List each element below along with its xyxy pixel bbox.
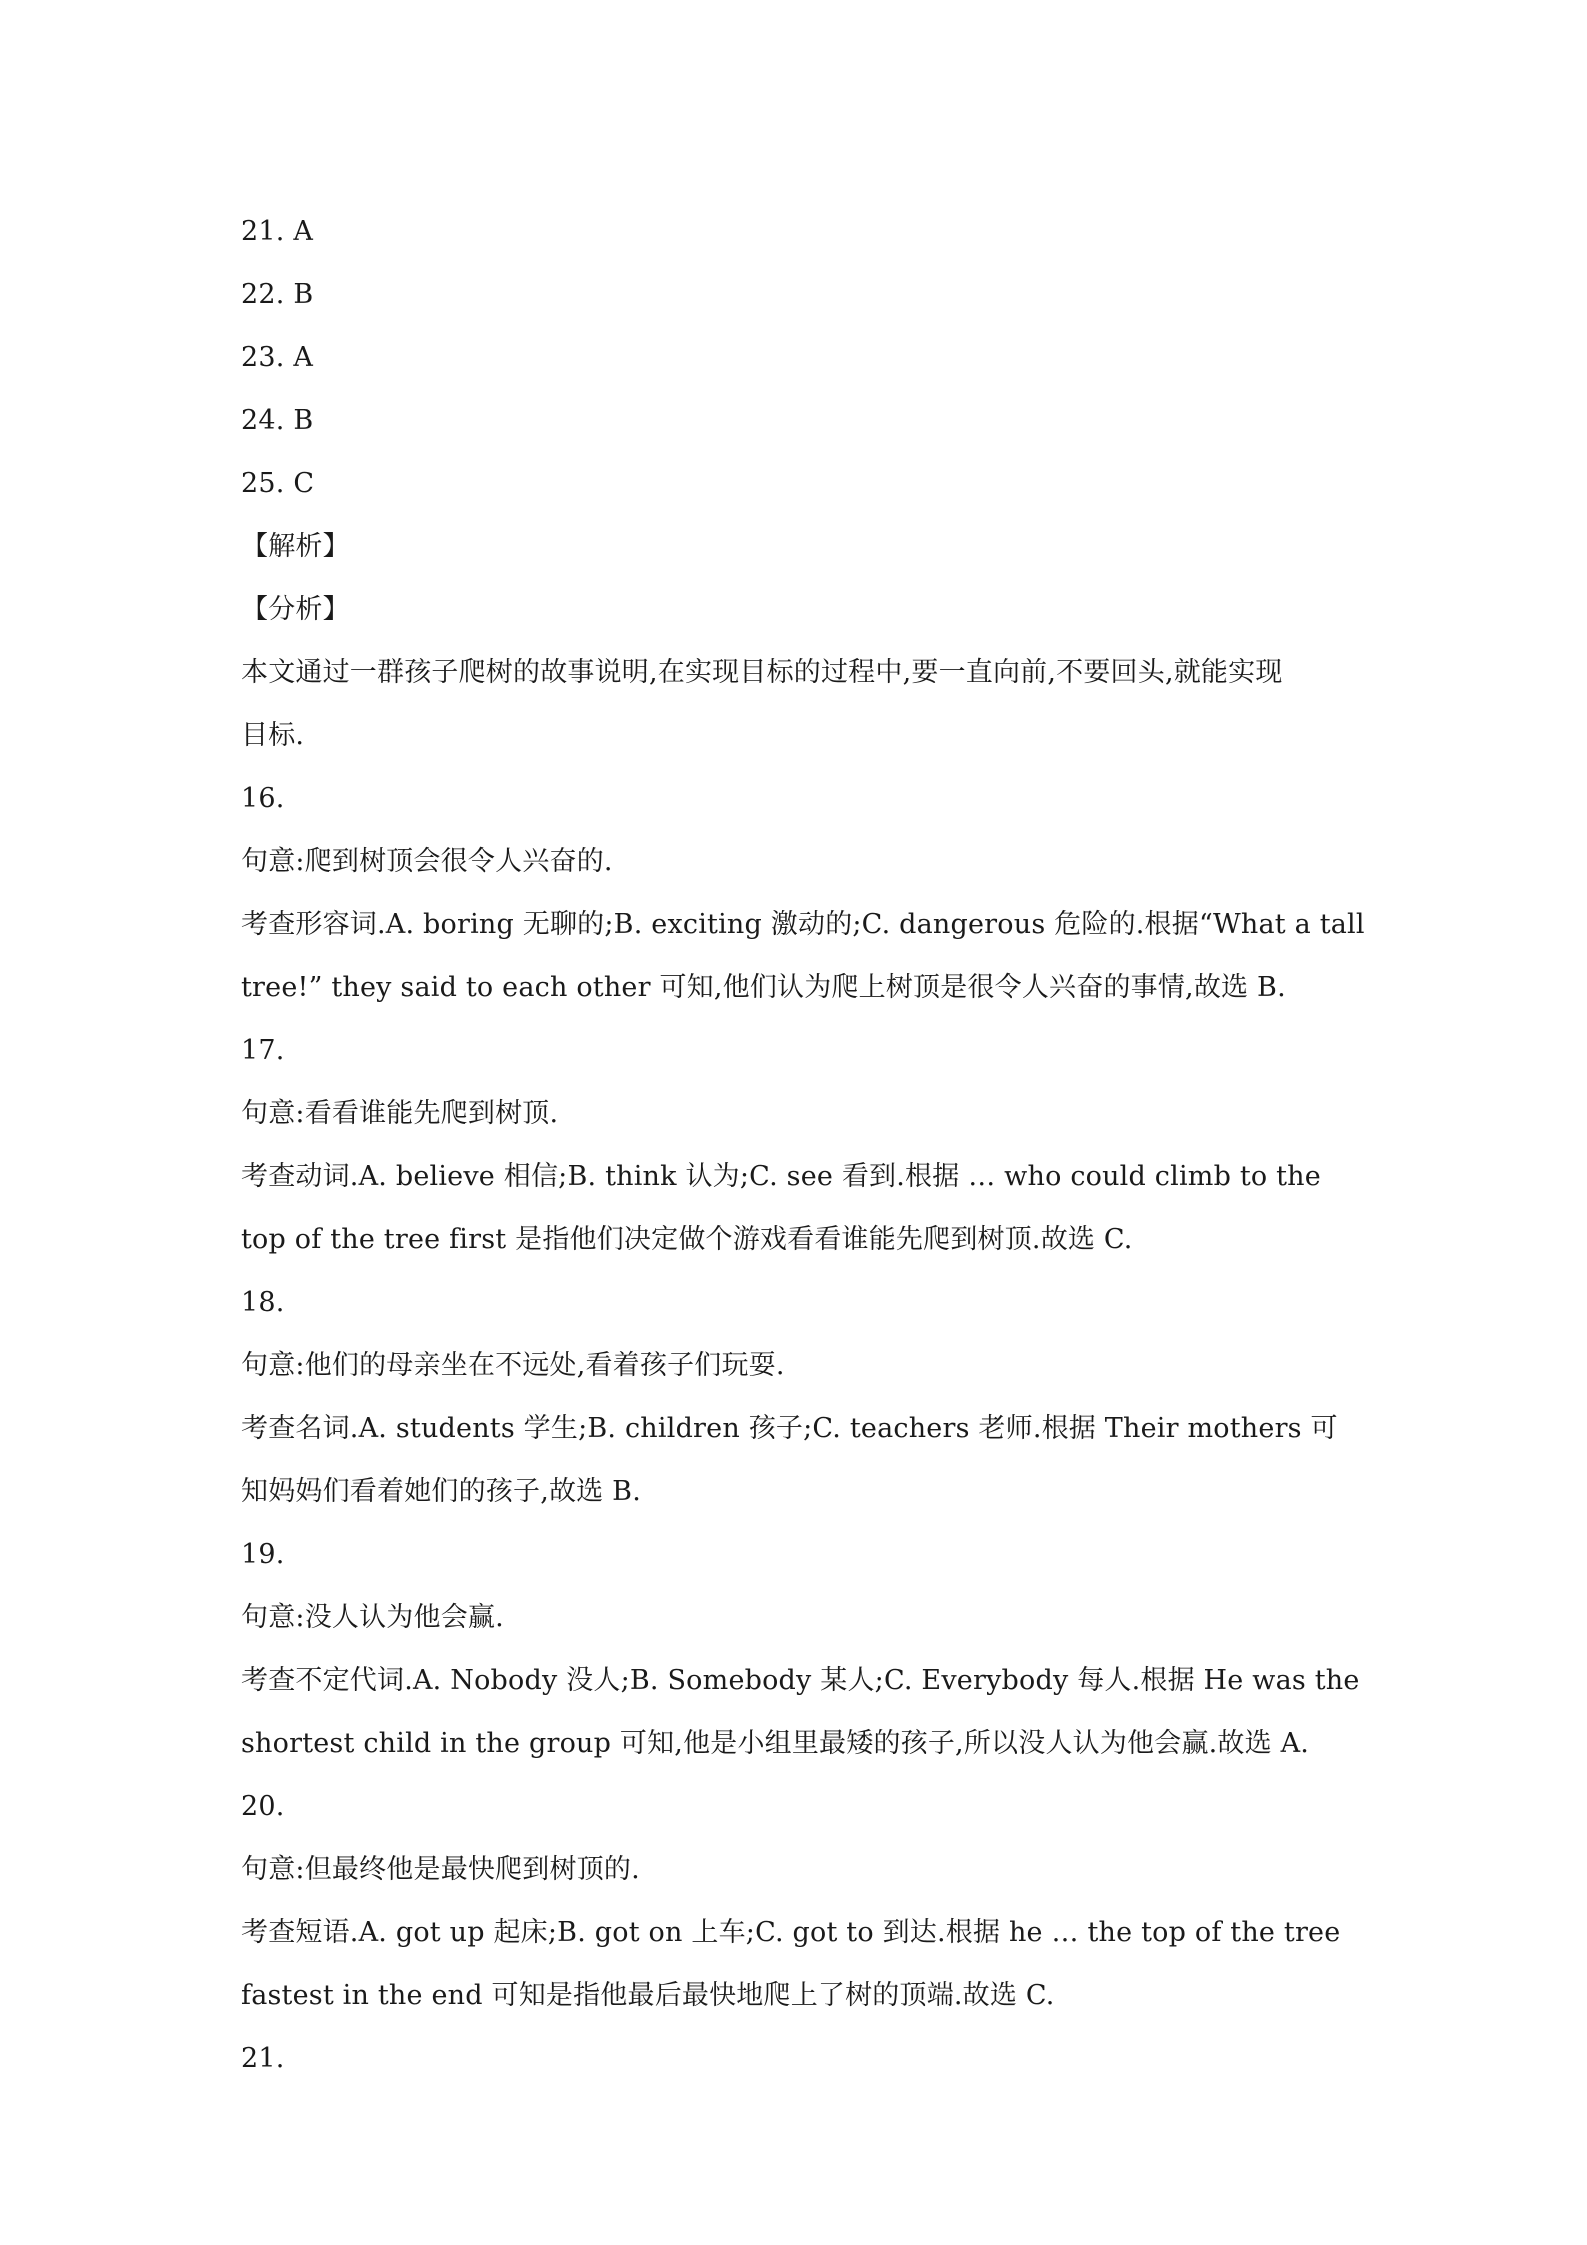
summary-paragraph-line: 目标.: [241, 720, 305, 751]
answer-line: 22. B: [241, 279, 314, 310]
explanation-line: 知妈妈们看着她们的孩子,故选 B.: [241, 1476, 641, 1507]
question-number: 21.: [241, 2043, 285, 2074]
question-number: 20.: [241, 1791, 285, 1822]
document-page: [241, 200, 1365, 2090]
explanation-line: 考查不定代词.A. Nobody 没人;B. Somebody 某人;C. Everybody 每人.根据 He was the: [241, 1665, 1360, 1696]
explanation-line: top of the tree first 是指他们决定做个游戏看看谁能先爬到树顶.故选 C.: [241, 1224, 1133, 1255]
explanation-line: 考查名词.A. students 学生;B. children 孩子;C. teachers 老师.根据 Their mothers 可: [241, 1413, 1338, 1444]
explanation-line: 考查短语.A. got up 起床;B. got on 上车;C. got to 到达.根据 he … the top of the tree: [241, 1917, 1341, 1948]
question-number: 17.: [241, 1035, 285, 1066]
question-number: 16.: [241, 783, 285, 814]
explanation-line: 考查形容词.A. boring 无聊的;B. exciting 激动的;C. dangerous 危险的.根据“What a tall: [241, 909, 1365, 940]
sentence-meaning: 句意:没人认为他会赢.: [241, 1602, 504, 1633]
explanation-line: shortest child in the group 可知,他是小组里最矮的孩子,所以没人认为他会赢.故选 A.: [241, 1728, 1310, 1759]
answer-line: 21. A: [241, 216, 314, 247]
section-heading-jiexi: 【解析】: [241, 531, 350, 562]
sentence-meaning: 句意:但最终他是最快爬到树顶的.: [241, 1854, 640, 1885]
explanation-line: tree!” they said to each other 可知,他们认为爬上树顶是很令人兴奋的事情,故选 B.: [241, 972, 1286, 1003]
summary-paragraph-line: 本文通过一群孩子爬树的故事说明,在实现目标的过程中,要一直向前,不要回头,就能实现: [241, 657, 1283, 688]
answer-line: 23. A: [241, 342, 314, 373]
question-number: 19.: [241, 1539, 285, 1570]
sentence-meaning: 句意:看看谁能先爬到树顶.: [241, 1098, 559, 1129]
question-number: 18.: [241, 1287, 285, 1318]
answer-line: 25. C: [241, 468, 315, 499]
sentence-meaning: 句意:他们的母亲坐在不远处,看着孩子们玩耍.: [241, 1350, 785, 1381]
explanation-line: 考查动词.A. believe 相信;B. think 认为;C. see 看到.根据 … who could climb to the: [241, 1161, 1321, 1192]
explanation-line: fastest in the end 可知是指他最后最快地爬上了树的顶端.故选 C.: [241, 1980, 1055, 2011]
sentence-meaning: 句意:爬到树顶会很令人兴奋的.: [241, 846, 613, 877]
section-heading-fenxi: 【分析】: [241, 594, 350, 625]
answer-line: 24. B: [241, 405, 314, 436]
